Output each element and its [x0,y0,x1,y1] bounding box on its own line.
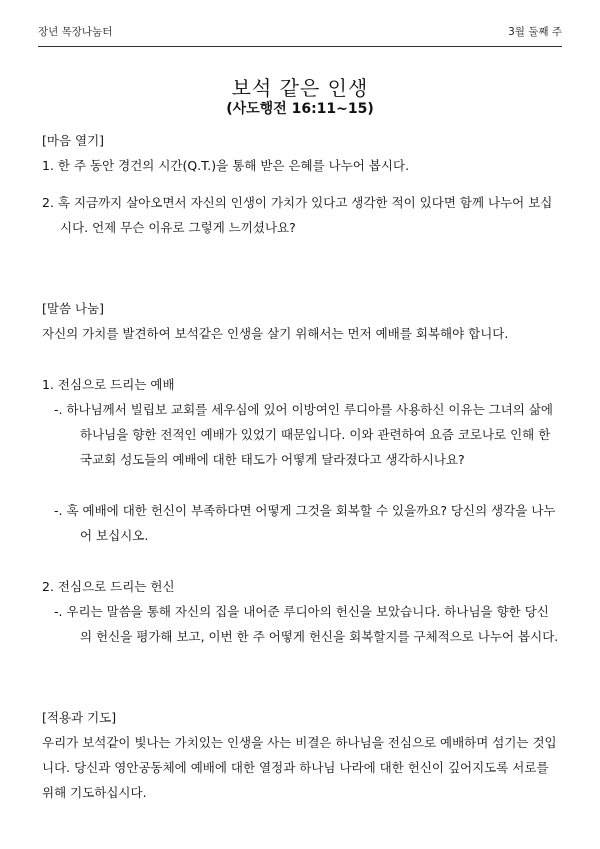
header-week: 3월 둘째 주 [508,26,562,38]
section-heading-word: [말씀 나눔] [42,301,105,316]
point-2-title: 2. 전심으로 드리는 헌신 [42,579,175,594]
word-intro: 자신의 가치를 발견하여 보석같은 인생을 살기 위해서는 먼저 예배를 회복해야 합니다. [42,326,509,341]
open-question-1: 1. 한 주 동안 경건의 시간(Q.T.)을 통해 받은 은혜를 나누어 봅시다. [42,158,410,173]
point-1-title: 1. 전심으로 드리는 예배 [42,377,175,392]
document-title: 보석 같은 인생 [231,76,369,100]
header-group-name: 장년 목장나눔터 [38,26,113,38]
section-heading-apply: [적용과 기도] [42,710,117,725]
point-1-question-a: -. 하나님께서 빌립보 교회를 세우심에 있어 이방여인 루디아를 사용하신 이유는 그녀의 삶에 하나님을 향한 전적인 예배가 있었기 때문입니다. 이와 관련하여 요즘 코로나로 인해 한국교회 성도들의 예배에 대한 태도가 어떻게 달라졌다고 생각하시나요? [54,402,553,467]
page-header [38,24,562,47]
apply-prayer-text: 우리가 보석같이 빛나는 가치있는 인생을 사는 비결은 하나님을 전심으로 예배하며 섬기는 것입니다. 당신과 영안공동체에 예배에 대한 열정과 하나님 나라에 대한 헌신이 깊어지도록 서로를 위해 기도하십시다. [42,735,557,800]
scripture-reference: (사도행전 16:11~15) [226,101,374,117]
open-question-2: 2. 혹 지금까지 살아오면서 자신의 인생이 가치가 있다고 생각한 적이 있다면 함께 나누어 보십시다. 언제 무슨 이유로 그렇게 느끼셨나요? [42,195,553,235]
document-body [42,128,560,805]
point-2-question-a: -. 우리는 말씀을 통해 자신의 집을 내어준 루디아의 헌신을 보았습니다. 하나님을 향한 당신의 헌신을 평가해 보고, 이번 한 주 어떻게 헌신을 회복할지를 구체적으로 나누어 봅시다. [54,604,559,644]
section-heading-open: [마음 열기] [42,133,105,148]
point-1-question-b: -. 혹 예배에 대한 헌신이 부족하다면 어떻게 그것을 회복할 수 있을까요? 당신의 생각을 나누어 보십시오. [54,503,556,543]
